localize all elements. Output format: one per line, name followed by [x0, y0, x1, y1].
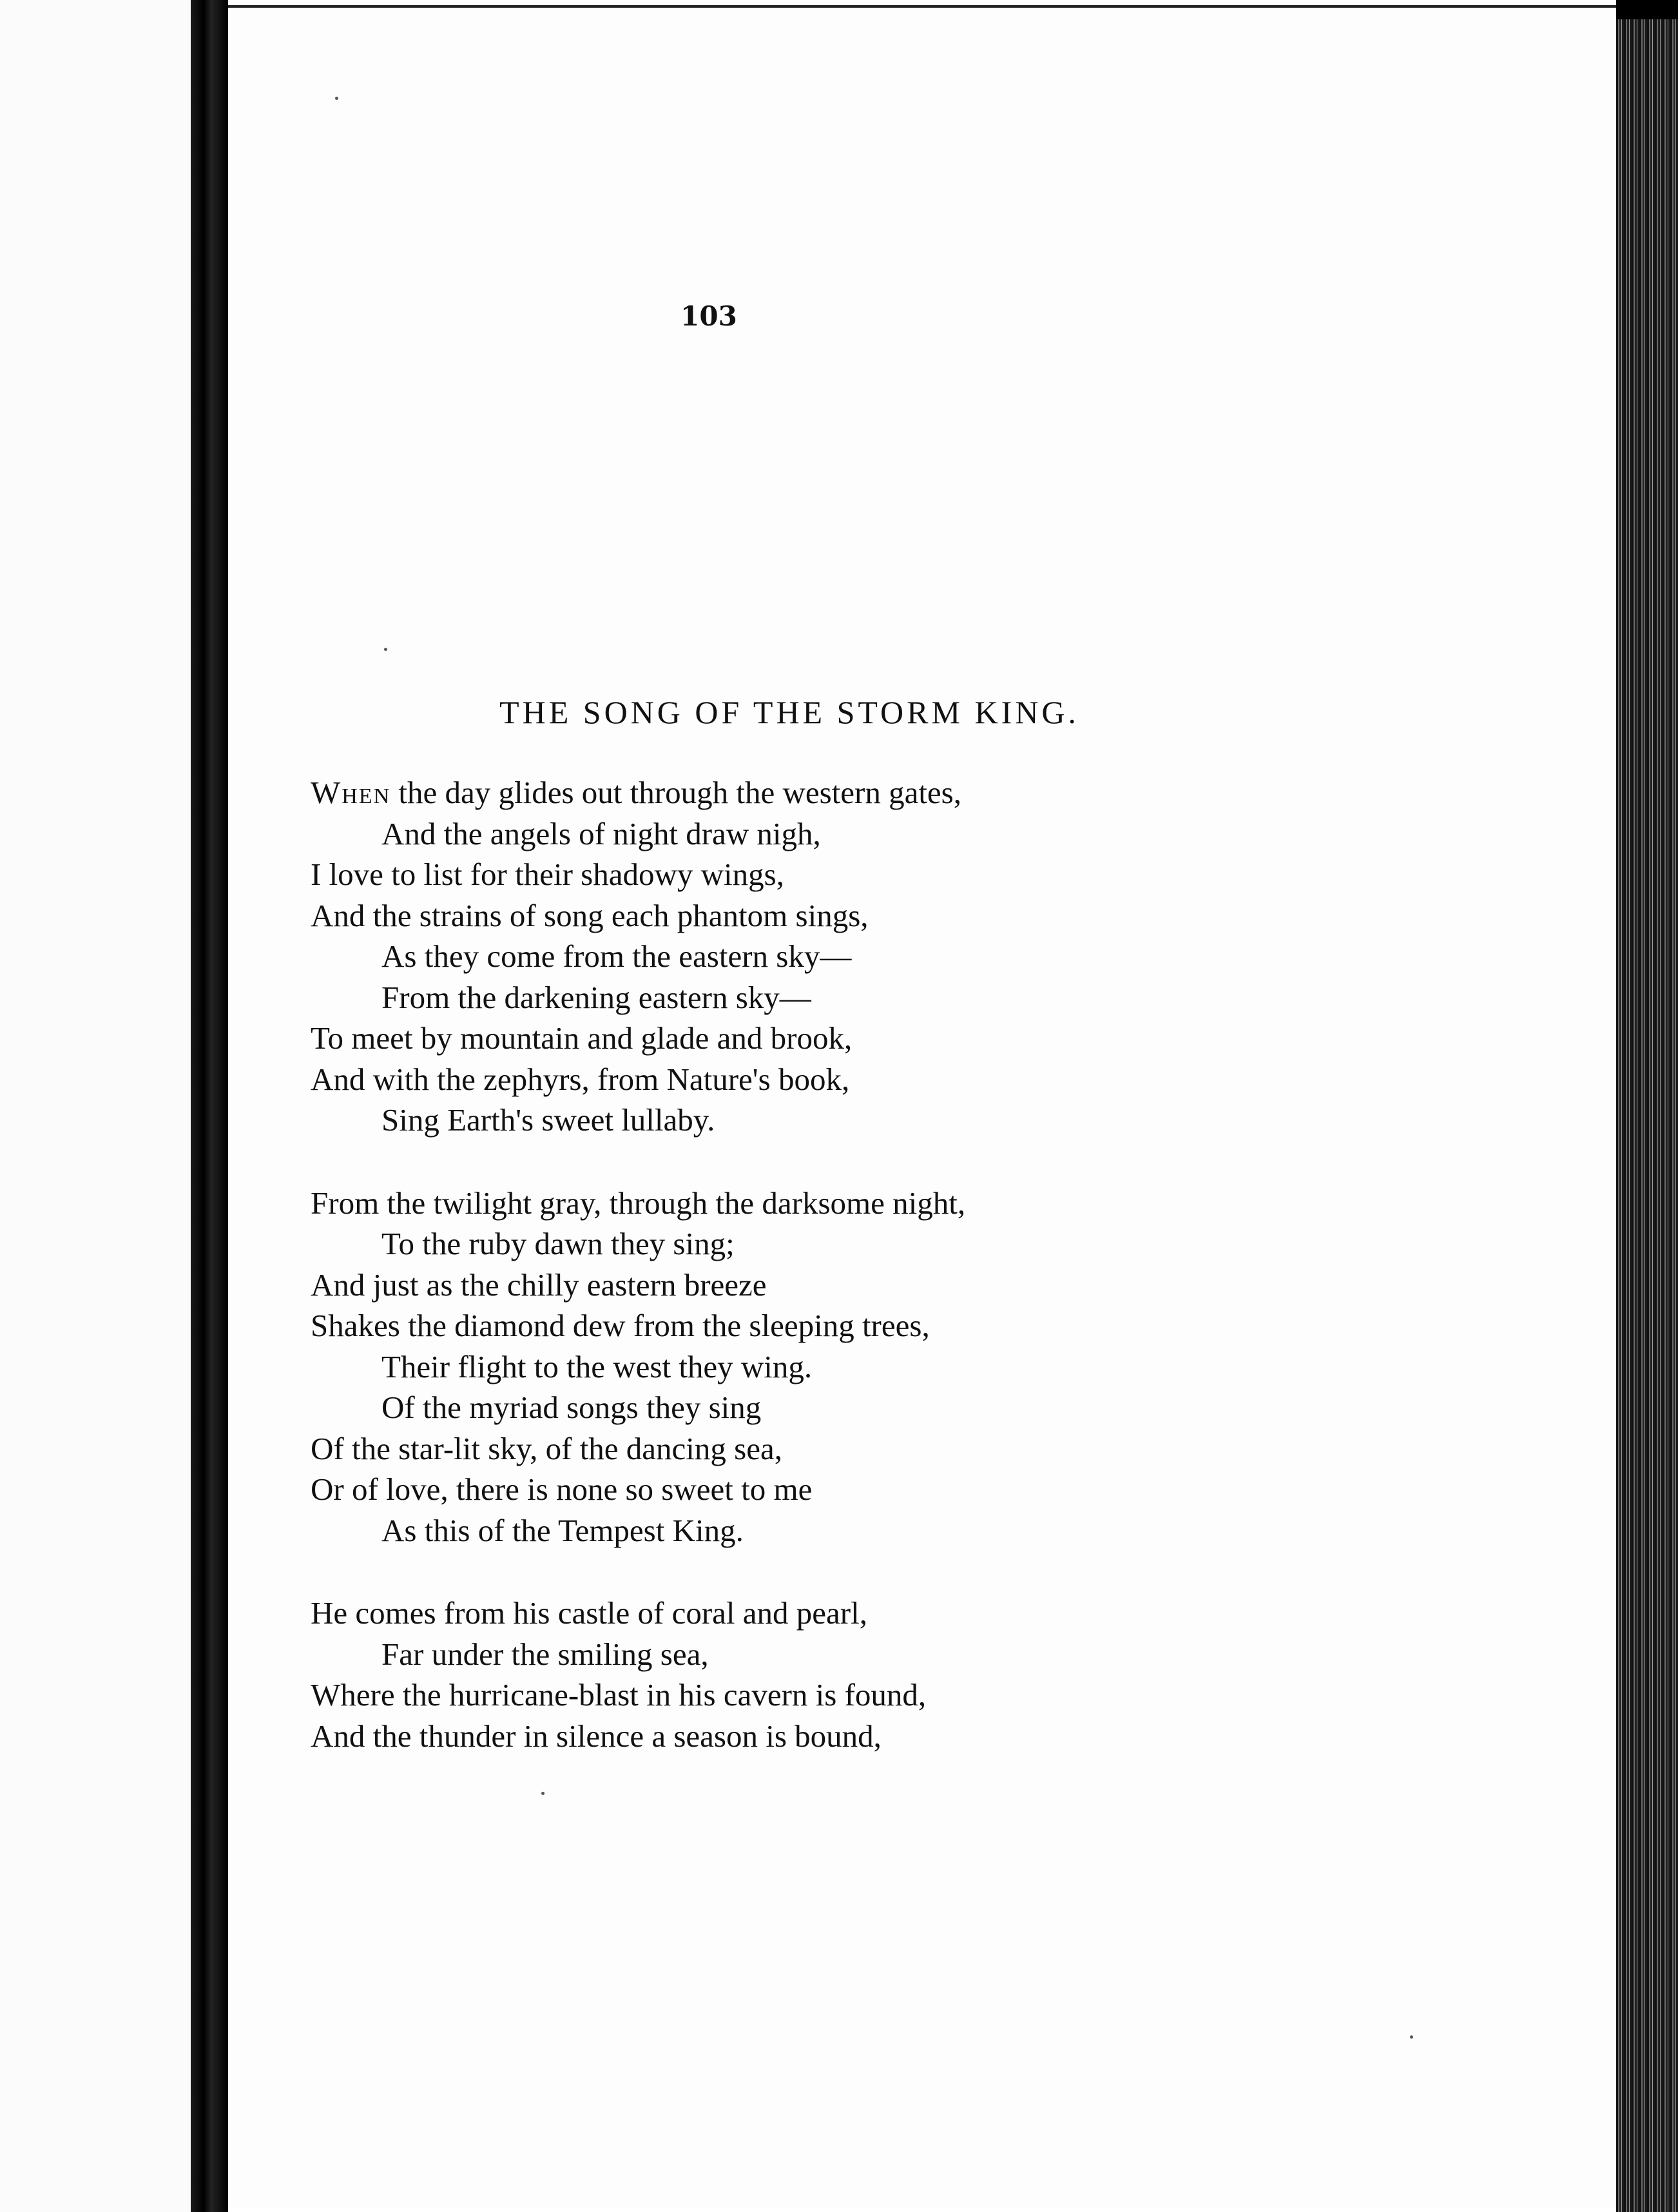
- page-edge-leaves: [1616, 0, 1678, 2212]
- page-edge-cap: [1616, 0, 1678, 19]
- facing-page-edge: [0, 0, 191, 2212]
- poem-line: From the darkening eastern sky—: [381, 979, 811, 1015]
- poem-line: And the thunder in silence a season is bound,: [311, 1718, 882, 1754]
- scan-speck: [335, 97, 338, 100]
- poem-title: THE SONG OF THE STORM KING.: [499, 694, 1079, 730]
- poem-line: To the ruby dawn they sing;: [381, 1226, 735, 1261]
- poem-line: I love to list for their shadowy wings,: [311, 857, 784, 892]
- poem-line: Sing Earth's sweet lullaby.: [381, 1102, 715, 1138]
- scan-speck: [541, 1792, 545, 1795]
- stanza-1: [311, 772, 1316, 1141]
- poem-line: Where the hurricane-blast in his cavern is found,: [311, 1677, 927, 1712]
- poem-line: He comes from his castle of coral and pearl,: [311, 1595, 867, 1631]
- stanza-3: [311, 1593, 1316, 1756]
- poem-line: Far under the smiling sea,: [381, 1636, 709, 1672]
- poem-line: Or of love, there is none so sweet to me: [311, 1471, 813, 1507]
- poem-line: As they come from the eastern sky—: [381, 938, 852, 974]
- poem-line: As this of the Tempest King.: [381, 1512, 744, 1548]
- poem-line: Of the star-lit sky, of the dancing sea,: [311, 1430, 782, 1466]
- poem-line: And with the zephyrs, from Nature's book,: [311, 1061, 850, 1097]
- poem-line-text: the day glides out through the western gates,: [391, 775, 962, 810]
- poem-line: Shakes the diamond dew from the sleeping trees,: [311, 1308, 930, 1343]
- poem-body: [311, 772, 1316, 1798]
- poem-line: From the twilight gray, through the darksome night,: [311, 1185, 966, 1221]
- book-gutter: [191, 0, 228, 2212]
- scan-speck: [1410, 2035, 1413, 2039]
- poem-line: And the strains of song each phantom sings,: [311, 897, 869, 933]
- poem-line: To meet by mountain and glade and brook,: [311, 1020, 853, 1056]
- poem-line: And the angels of night draw nigh,: [381, 815, 821, 851]
- stanza-2: [311, 1183, 1316, 1551]
- scan-speck: [384, 648, 387, 651]
- poem-line: Of the myriad songs they sing: [381, 1390, 762, 1425]
- poem-line: [311, 772, 1316, 813]
- page-number: 103: [680, 300, 737, 332]
- poem-line: Their flight to the west they wing.: [381, 1348, 813, 1384]
- poem-line: And just as the chilly eastern breeze: [311, 1266, 767, 1303]
- opening-word: When: [311, 775, 391, 810]
